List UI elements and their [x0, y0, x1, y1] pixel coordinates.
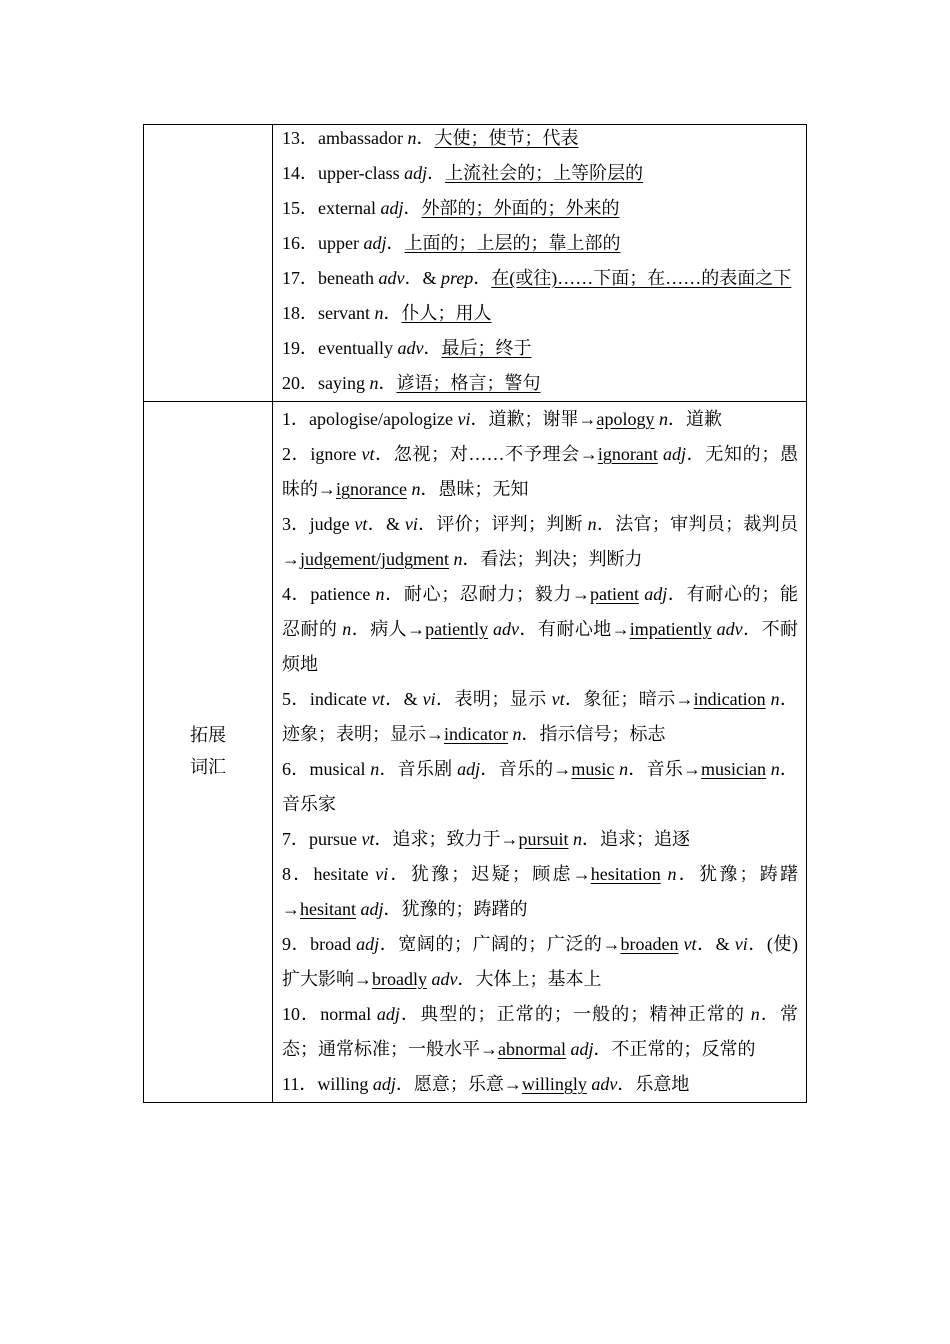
answer-blank: music [571, 759, 615, 779]
answer-blank: 最后；终于 [441, 338, 532, 358]
vocab-entry: 20．saying n．谚语；格言；警句 [282, 373, 541, 393]
vocab-entry: 14．upper-class adj．上流社会的；上等阶层的 [282, 163, 644, 183]
answer-blank: 谚语；格言；警句 [396, 373, 541, 393]
extended-vocabulary-cell [273, 402, 807, 1103]
section-label-cell [144, 402, 273, 1103]
vocab-entry: 18．servant n．仆人；用人 [282, 303, 492, 323]
answer-blank: hesitation [590, 864, 661, 884]
vocab-entry: 5．indicate vt．& vi．表明；显示 vt．象征；暗示→indication n．迹象；表明；显示→indicator n．指示信号；标志 [282, 689, 798, 744]
answer-blank: 外部的；外面的；外来的 [421, 198, 620, 218]
vocab-entry: 16．upper adj．上面的；上层的；靠上部的 [282, 233, 621, 253]
answer-blank: hesitant [300, 899, 356, 919]
answer-blank: willingly [521, 1074, 587, 1094]
table-row [144, 402, 807, 1103]
answer-blank: patiently [425, 619, 489, 639]
vocab-entry: 15．external adj．外部的；外面的；外来的 [282, 198, 620, 218]
answer-blank: 仆人；用人 [401, 303, 492, 323]
answer-blank: indication [693, 689, 766, 709]
section-label-cell [144, 125, 273, 402]
answer-blank: pursuit [518, 829, 569, 849]
core-vocabulary-cell [273, 125, 807, 402]
vocab-entry: 10．normal adj．典型的；正常的；一般的；精神正常的 n．常态；通常标准；一般水平→abnormal adj．不正常的；反常的 [282, 1004, 798, 1059]
vocab-entry: 2．ignore vt．忽视；对……不予理会→ignorant adj．无知的；愚昧的→ignorance n．愚昧；无知 [282, 444, 799, 499]
answer-blank: 上流社会的；上等阶层的 [445, 163, 644, 183]
vocab-entry: 4．patience n．耐心；忍耐力；毅力→patient adj．有耐心的；能忍耐的 n．病人→patiently adv．有耐心地→impatiently adv．不耐烦地 [282, 584, 799, 674]
section-label: 词汇 [190, 757, 226, 778]
section-label: 拓展 [190, 725, 226, 746]
vocab-entry: 7．pursue vt．追求；致力于→pursuit n．追求；追逐 [282, 829, 691, 849]
vocab-entry: 9．broad adj．宽阔的；广阔的；广泛的→broaden vt．& vi．(使)扩大影响→broadly adv．大体上；基本上 [282, 934, 798, 989]
answer-blank: indicator [444, 724, 508, 744]
answer-blank: judgement/judgment [300, 549, 449, 569]
answer-blank: abnormal [498, 1039, 566, 1059]
answer-blank: 大使；使节；代表 [434, 128, 579, 148]
table-row [144, 125, 807, 402]
answer-blank: impatiently [629, 619, 712, 639]
vocab-entry: 17．beneath adv．& prep．在(或往)……下面；在……的表面之下 [282, 268, 792, 288]
answer-blank: 上面的；上层的；靠上部的 [404, 233, 621, 253]
answer-blank: apology [596, 409, 655, 429]
vocab-entry: 13．ambassador n．大使；使节；代表 [282, 128, 579, 148]
vocab-entry: 11．willing adj．愿意；乐意→willingly adv．乐意地 [282, 1074, 690, 1094]
answer-blank: ignorance [336, 479, 407, 499]
answer-blank: 在(或往)……下面；在……的表面之下 [491, 268, 792, 288]
vocab-entry: 1．apologise/apologize vi．道歉；谢罪→apology n．道歉 [282, 409, 722, 429]
answer-blank: patient [590, 584, 640, 604]
vocab-entry: 19．eventually adv．最后；终于 [282, 338, 532, 358]
vocab-entry: 8．hesitate vi．犹豫；迟疑；顾虑→hesitation n．犹豫；踌躇→hesitant adj．犹豫的；踌躇的 [282, 864, 799, 919]
vocab-entry: 6．musical n．音乐剧 adj．音乐的→music n．音乐→musician n．音乐家 [282, 759, 799, 814]
answer-blank: ignorant [597, 444, 658, 464]
vocabulary-table [143, 124, 807, 1103]
answer-blank: broaden [620, 934, 679, 954]
answer-blank: musician [701, 759, 767, 779]
vocab-entry: 3．judge vt．& vi．评价；评判；判断 n．法官；审判员；裁判员→judgement/judgment n．看法；判决；判断力 [282, 514, 799, 569]
answer-blank: broadly [372, 969, 427, 989]
